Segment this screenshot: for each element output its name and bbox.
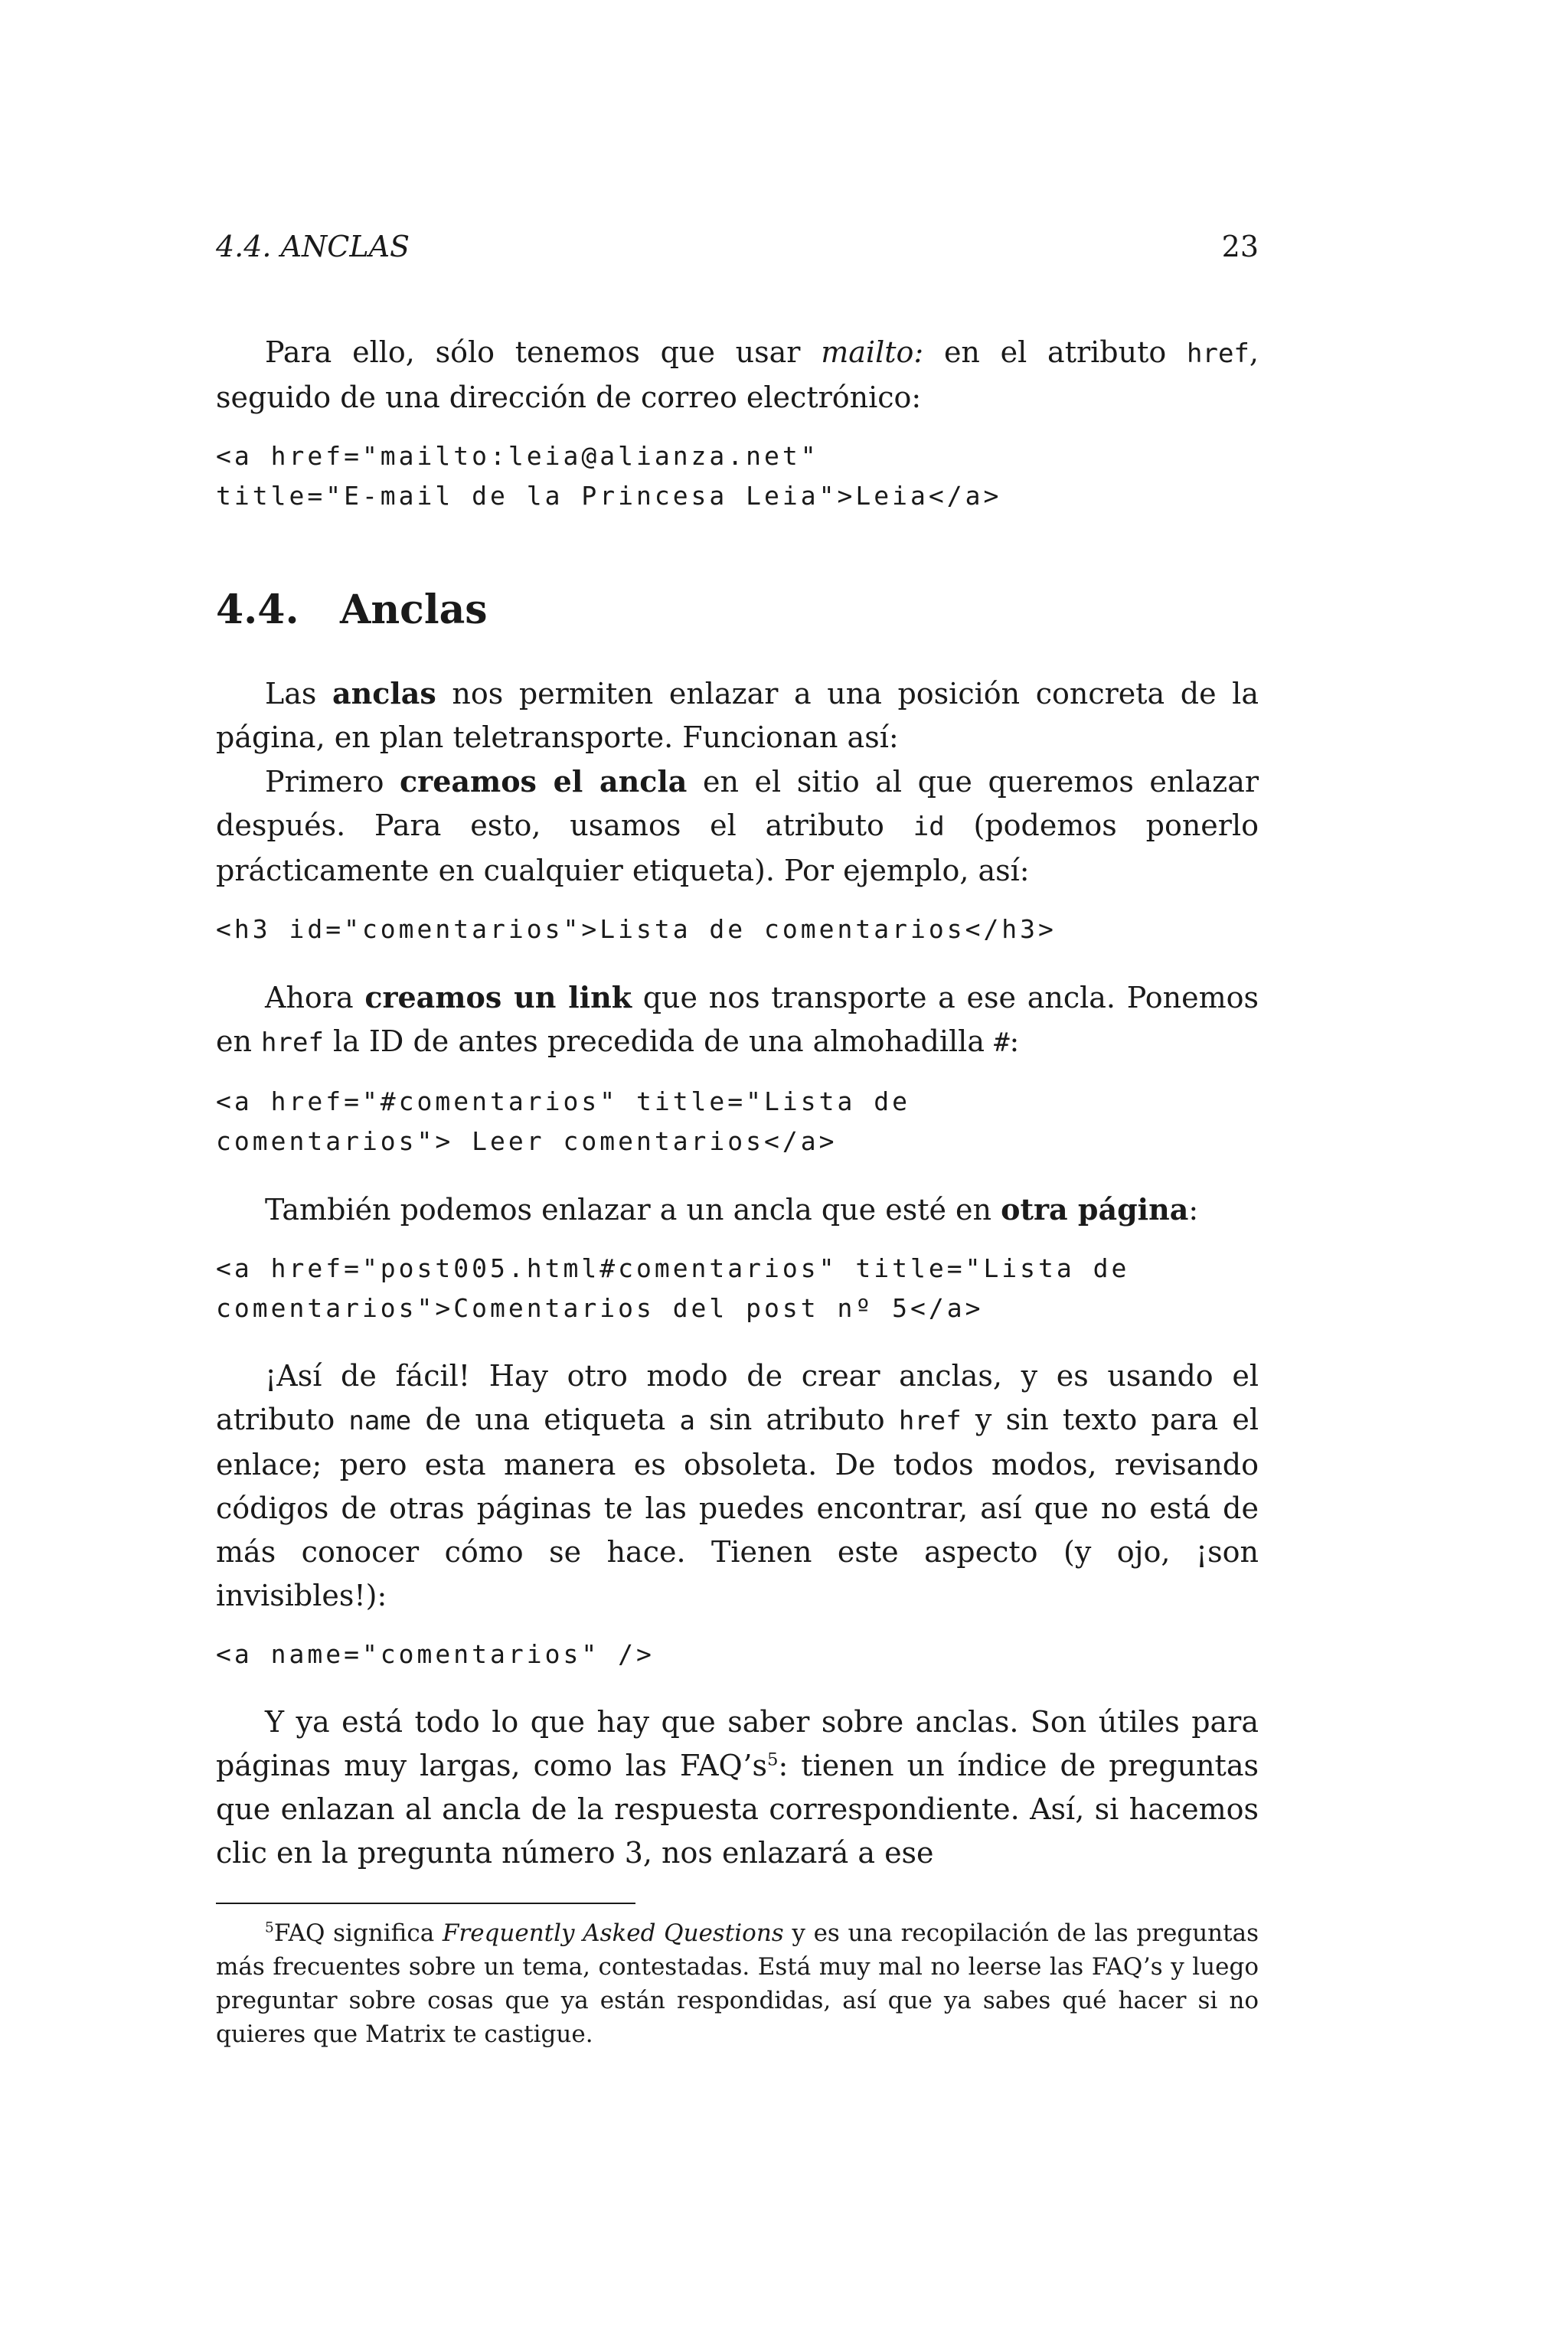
footnote (216, 1916, 1259, 2051)
bold-otra-pagina: otra página (1001, 1192, 1189, 1227)
paragraph-crear-ancla (216, 760, 1259, 893)
text-run: que nos transporte a ese ancla. Ponemos en (216, 981, 1259, 1058)
text-run: : tienen un índice de preguntas que enlazan al ancla de la respuesta correspondiente. Así, si hacemos clic en la pregunta número 3, nos enlazará a ese (216, 1749, 1259, 1870)
page-content (216, 230, 1259, 2051)
code-block-otra-pagina: <a href="post005.html#comentarios" title="Lista de comentarios">Comentarios del post nº 5</a> (216, 1253, 1130, 1323)
bold-creamos-ancla: creamos el ancla (400, 764, 688, 799)
running-header-title: 4.4. ANCLAS (216, 230, 410, 263)
text-run: en el sitio al que queremos enlazar después. Para esto, usamos el atributo (216, 765, 1259, 842)
code-href: href (898, 1406, 962, 1436)
bold-creamos-link: creamos un link (364, 980, 632, 1014)
paragraph-mailto (216, 331, 1259, 420)
text-run: y es una recopilación de las preguntas más frecuentes sobre un tema, contestadas. Está muy mal no leerse las FAQ’s y luego preguntar sobre cosas que ya están respondidas, así que ya sabes qué hacer si no quieres que Matrix te castigue. (216, 1919, 1259, 2048)
code-name: name (348, 1406, 412, 1436)
code-href: href (261, 1027, 324, 1058)
text-run: nos permiten enlazar a una posición concreta de la página, en plan teletransporte. Funcionan así: (216, 677, 1259, 754)
italic-mailto: mailto: (821, 335, 924, 369)
section-title: Anclas (340, 586, 488, 633)
paragraph-crear-link (216, 975, 1259, 1065)
text-run: Las (265, 677, 332, 710)
code-id: id (913, 812, 945, 842)
code-block-h3: <h3 id="comentarios">Lista de comentarios</h3> (216, 914, 1057, 944)
text-run: Primero (265, 765, 400, 799)
text-run: sin atributo (695, 1403, 899, 1436)
code-hash: # (994, 1027, 1010, 1058)
running-header (216, 230, 1259, 276)
page-number: 23 (1221, 230, 1259, 263)
code-block-name: <a name="comentarios" /> (216, 1639, 655, 1669)
code-block-mailto: <a href="mailto:leia@alianza.net" title="E-mail de la Princesa Leia">Leia</a> (216, 441, 1002, 511)
code-block-link: <a href="#comentarios" title="Lista de comentarios"> Leer comentarios</a> (216, 1086, 910, 1156)
paragraph-otra-pagina (216, 1187, 1259, 1232)
italic-faq-expansion: Frequently Asked Questions (442, 1919, 784, 1947)
code-tag-a: a (679, 1406, 695, 1436)
paragraph-anclas-intro (216, 671, 1259, 760)
section-heading (216, 586, 1259, 633)
section-number: 4.4. (216, 586, 299, 633)
text-run: Para ello, sólo tenemos que usar (265, 335, 822, 369)
text-run: (podemos ponerlo prácticamente en cualquier etiqueta). Por ejemplo, así: (216, 808, 1259, 887)
paragraph-name-attribute (216, 1354, 1259, 1618)
bold-anclas: anclas (332, 676, 436, 710)
text-run: en el atributo (923, 335, 1187, 369)
text-run: : (1009, 1024, 1020, 1058)
text-run: ¡Así de fácil! Hay otro modo de crear anclas, y es usando el atributo (216, 1359, 1259, 1436)
text-run: FAQ significa (273, 1919, 443, 1947)
footnote-rule (216, 1903, 635, 1904)
text-run: También podemos enlazar a un ancla que esté en (265, 1193, 1001, 1227)
text-run: la ID de antes precedida de una almohadilla (323, 1024, 995, 1058)
text-run: y sin texto para el enlace; pero esta manera es obsoleta. De todos modos, revisando códigos de otras páginas te las puedes encontrar, así que no está de más conocer cómo se hace. Tienen este aspecto (y ojo, ¡son invisibles!): (216, 1403, 1259, 1612)
footnote-mark: 5 (265, 1919, 274, 1936)
code-href: href (1187, 338, 1250, 369)
text-run: Ahora (265, 981, 365, 1014)
text-run: : (1188, 1193, 1199, 1227)
text-run: de una etiqueta (411, 1403, 680, 1436)
text-run: , seguido de una dirección de correo electrónico: (216, 335, 1259, 414)
text-run: Y ya está todo lo que hay que saber sobre anclas. Son útiles para páginas muy largas, como las FAQ’s (216, 1705, 1259, 1782)
footnote-reference: 5 (766, 1749, 779, 1770)
paragraph-faq (216, 1700, 1259, 1875)
